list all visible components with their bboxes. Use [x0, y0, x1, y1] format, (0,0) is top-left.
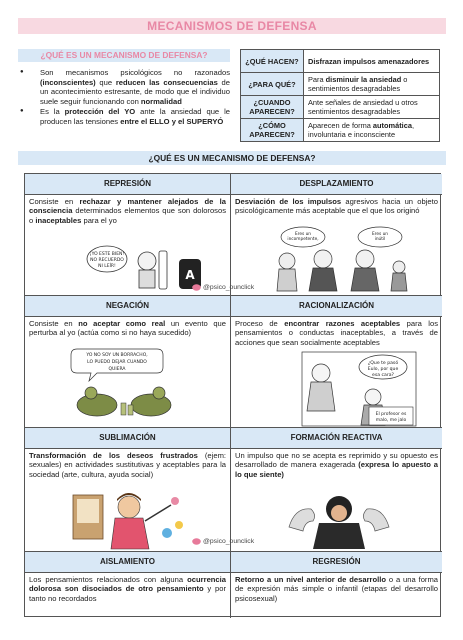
formacion-reactiva-description — [235, 451, 438, 479]
text: para los pensamientos o conductas inaceptables, a través de acciones que sean socialmente aceptables — [235, 319, 438, 347]
text: (ejem: sexuales) en actividades sustitutivas y aceptables para la sociedad (arte, cultura, ayuda social) — [29, 451, 226, 479]
sublimacion-illustration — [71, 487, 189, 549]
bubble-text: incompetente, — [287, 237, 319, 242]
negacion-description — [29, 319, 226, 338]
formacion-reactiva-cell — [231, 449, 442, 552]
desplazamiento-description — [235, 197, 438, 216]
bubble-text: Eres un — [371, 232, 389, 237]
bubble-text: NI LEÍR! — [98, 264, 116, 269]
desplazamiento-illustration — [265, 225, 415, 293]
aislamiento-heading: AISLAMIENTO — [25, 552, 231, 573]
text: Proceso de — [235, 319, 285, 328]
bold-text: Desviación de los impulsos — [235, 197, 342, 206]
qa-row — [241, 96, 440, 119]
page-title: MECANISMOS DE DEFENSA — [18, 18, 446, 34]
text: o a una forma de expresión más simple o infantil (etapas del desarrollo psicosexual) — [235, 575, 439, 603]
bold-text: automática — [372, 121, 412, 130]
text: Ante señales de ansiedad u otros sentimientos desagradables — [308, 98, 418, 116]
represion-heading: REPRESIÓN — [25, 174, 231, 195]
bubble-text: ¡YO ESTE BIEN! — [89, 252, 125, 257]
text: que — [95, 77, 116, 87]
bold-text: (expresa lo apuesto a lo que siente) — [235, 460, 438, 479]
bubble-text: LO PUEDO DEJAR CUANDO — [87, 360, 147, 365]
sublimacion-heading: SUBLIMACIÓN — [25, 428, 231, 449]
bold-text: no aceptar como real — [78, 319, 166, 328]
intro-list — [18, 68, 230, 128]
qa-answer — [304, 96, 440, 119]
bubble-text: QUIERA — [108, 367, 126, 372]
regresion-heading: REGRESIÓN — [231, 552, 442, 573]
bubble-text: Eulo, por que — [367, 367, 399, 372]
bold-text: normalidad — [140, 96, 182, 106]
sublimacion-cell — [25, 449, 255, 552]
qa-row — [241, 50, 440, 73]
regresion-description — [235, 575, 438, 603]
regresion-cell — [231, 573, 442, 618]
aislamiento-cell — [25, 573, 231, 618]
bubble-text: malo, me jalo — [375, 418, 407, 423]
text: ante la ansiedad que le producen las tensiones — [40, 107, 230, 126]
bold-text: encontrar razones aceptables — [284, 319, 401, 328]
racionalizacion-description — [235, 319, 438, 347]
qa-question: ¿CÓMO APARECEN? — [241, 119, 304, 142]
formacion-reactiva-heading: FORMACIÓN REACTIVA — [231, 428, 442, 449]
text: un evento que perturba al yo (actúa como si no haya sucedido) — [29, 319, 227, 338]
text: y por tanto no recordados — [29, 584, 226, 603]
intro-bullet-2 — [18, 107, 230, 126]
bubble-text: esa cara? — [372, 373, 394, 378]
bold-text: rechazar y mantener alejados de la consciencia — [29, 197, 226, 216]
text: Es la — [40, 107, 65, 117]
text: determinados elementos que son dolorosos o — [29, 206, 226, 225]
bold-text: Transformación de los deseos frustrados — [29, 451, 198, 460]
bubble-text: inútil — [374, 237, 386, 242]
text: , involuntaria e inconsciente — [308, 121, 415, 139]
text: Para — [308, 75, 326, 84]
qa-answer — [304, 50, 440, 73]
text: para el yo — [81, 215, 117, 225]
qa-question: ¿CUANDO APARECEN? — [241, 96, 304, 119]
text: de un acontecimiento estresante, de modo que el individuo suele seguir funcionando con — [40, 77, 230, 106]
bubble-text: El profesor es — [375, 412, 407, 417]
text: agresivos hacia un objeto psicológicamente más aceptable que el que los originó — [235, 197, 438, 216]
bold-text: (inconscientes) — [40, 77, 96, 87]
bold-text: entre el ELLO y el SUPERYÓ — [120, 116, 224, 126]
racionalizacion-heading: RACIONALIZACIÓN — [231, 296, 442, 317]
text: o sentimientos desagradables — [308, 75, 408, 93]
bold-text: Retorno a un nivel anterior de desarrollo — [235, 575, 386, 584]
represion-illustration — [85, 239, 205, 295]
bold-text: Disfrazan impulsos amenazadores — [308, 56, 430, 66]
bubble-text: YO NO SOY UN BORRACHO, — [86, 353, 148, 358]
qa-row — [241, 73, 440, 96]
watermark-text: @psico_ounclick — [203, 284, 255, 291]
text: Un impulso que no se acepta es reprimido y su opuesto es desarrollado de manera exagerada — [235, 451, 438, 470]
negacion-cell — [25, 317, 231, 428]
text: Los pensamientos relacionados con alguna — [29, 575, 188, 584]
bold-text: inaceptables — [35, 215, 82, 225]
qa-question: ¿PARA QUÉ? — [241, 73, 304, 96]
bold-text: protección del YO — [64, 107, 136, 117]
negacion-heading: NEGACIÓN — [25, 296, 231, 317]
bold-text: ocurrencia dolorosa son disociados de otro pensamiento — [29, 575, 226, 594]
section-heading: ¿QUÉ ES UN MECANISMO DE DEFENSA? — [18, 151, 446, 165]
qa-table — [240, 49, 440, 142]
desplazamiento-cell — [231, 195, 442, 296]
brain-icon — [192, 284, 201, 291]
qa-answer — [304, 119, 440, 142]
sublimacion-description — [29, 451, 226, 479]
intro-bullet-1 — [18, 68, 230, 106]
bubble-text: NO RECUERDO — [90, 258, 124, 263]
qa-row — [241, 119, 440, 142]
text: Consiste en — [29, 197, 80, 206]
racionalizacion-illustration — [301, 351, 417, 427]
qa-question: ¿QUÉ HACEN? — [241, 50, 304, 73]
text: Aparecen de forma — [308, 121, 373, 130]
bubble-text: Eres un — [294, 232, 312, 237]
intro-heading: ¿QUÉ ES UN MECANISMO DE DEFENSA? — [18, 49, 230, 62]
racionalizacion-cell — [231, 317, 442, 428]
formacion-reactiva-illustration — [285, 487, 393, 549]
bold-text: reducen las consecuencias — [115, 77, 218, 87]
aislamiento-description — [29, 575, 226, 603]
qa-answer — [304, 73, 440, 96]
bubble-text: ¿Que te pasó — [367, 361, 399, 366]
svg-text:A: A — [185, 268, 195, 282]
represion-description — [29, 197, 226, 225]
desplazamiento-heading: DESPLAZAMIENTO — [231, 174, 442, 195]
represion-cell — [25, 195, 255, 296]
negacion-illustration — [67, 345, 197, 421]
brain-icon — [192, 538, 201, 545]
watermark-text: @psico_ounclick — [203, 538, 255, 545]
text: Consiste en — [29, 319, 79, 328]
bold-text: disminuir la ansiedad — [325, 75, 402, 84]
mechanisms-table — [24, 173, 441, 617]
text: Son mecanismos psicológicos no razonados — [40, 68, 230, 77]
